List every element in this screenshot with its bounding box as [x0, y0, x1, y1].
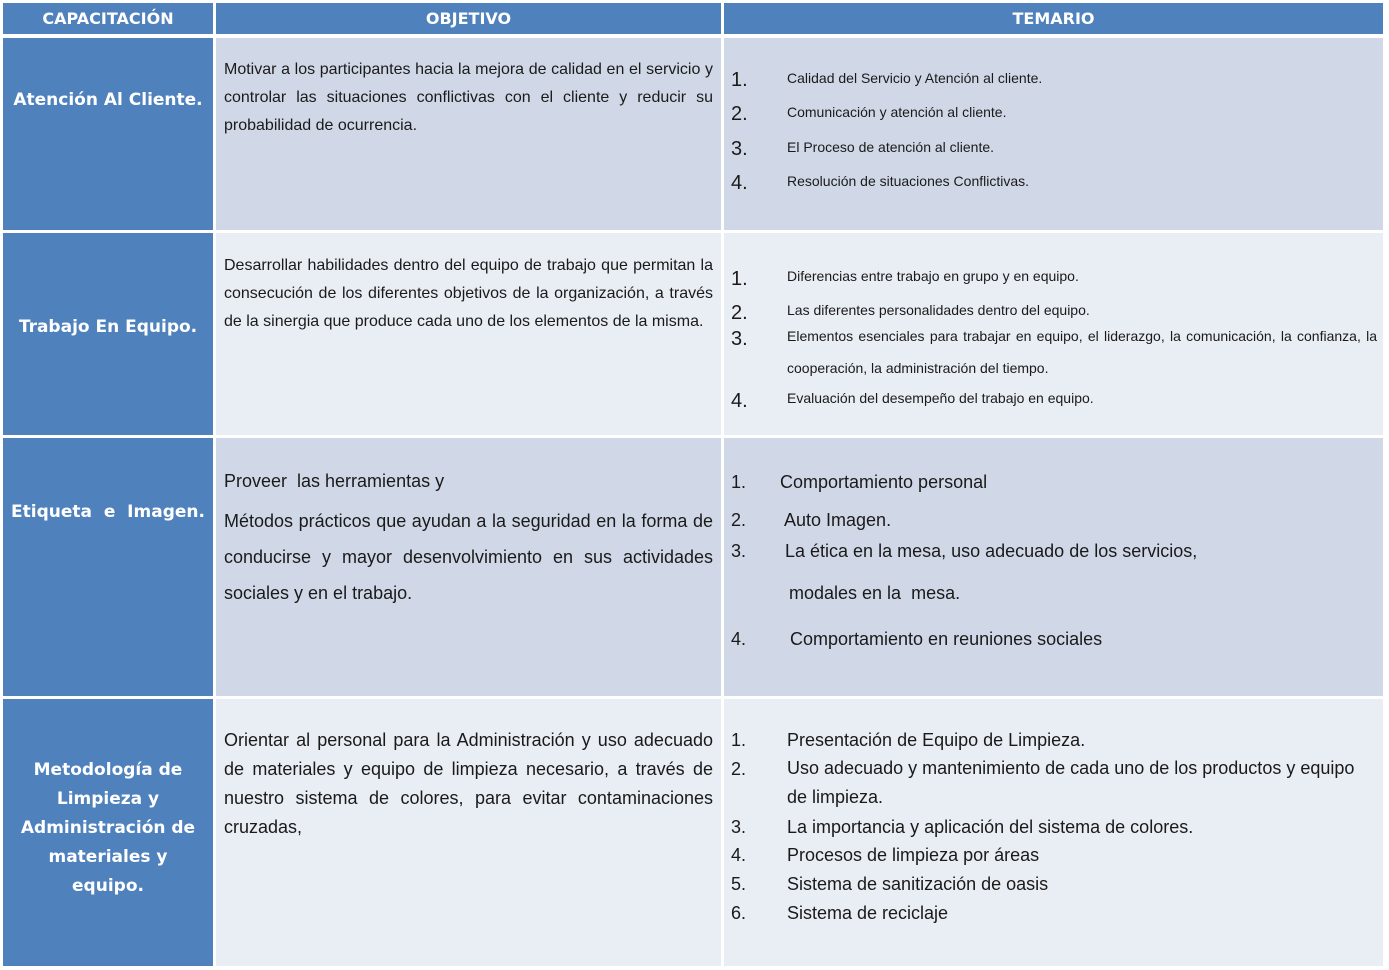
row-3-temario-text: La ética en la mesa, uso adecuado de los servicios,: [785, 541, 1198, 561]
row-2-objetivo: [216, 233, 721, 435]
header-capacitacion-label: CAPACITACIÓN: [42, 9, 174, 28]
row-3-objetivo-line1: Proveer las herramientas y: [224, 471, 445, 491]
row-1-temario-num: 2.: [731, 103, 748, 125]
row-1-temario-text: Comunicación y atención al cliente.: [787, 104, 1007, 120]
row-1-temario-num: 3.: [731, 138, 748, 160]
row-2-temario-num: 2.: [731, 302, 748, 324]
row-3-temario-num: 3.: [731, 541, 747, 561]
row-1-objetivo-text: Motivar a los participantes hacia la mejora de calidad en el servicio y controlar las situaciones conflictivas con el cliente y reducir su probabilidad de ocurrencia.: [224, 61, 713, 134]
row-4-objetivo: [216, 699, 721, 966]
row-1-temario-num: 1.: [731, 69, 748, 91]
row-4-capacitacion: [3, 699, 213, 966]
header-capacitacion: [3, 3, 213, 34]
header-objetivo: [216, 3, 721, 34]
row-4-temario-num: 6.: [731, 903, 747, 923]
row-4-temario-num: 3.: [731, 817, 747, 837]
row-3-capacitacion: [3, 438, 213, 696]
row-4-temario-num: 5.: [731, 874, 747, 894]
row-1-temario-text: Resolución de situaciones Conflictivas.: [787, 173, 1030, 189]
row-1-capacitacion-label: Atención Al Cliente.: [13, 90, 203, 110]
row-3-temario-text: modales en la mesa.: [789, 583, 961, 603]
row-1-temario-text: El Proceso de atención al cliente.: [787, 139, 995, 155]
row-3-temario-text: Comportamiento en reuniones sociales: [790, 629, 1103, 649]
row-2-temario-num: 1.: [731, 268, 748, 290]
header-temario: [724, 3, 1383, 34]
row-4-temario-text: Presentación de Equipo de Limpieza.: [787, 730, 1086, 750]
row-1-temario-text: Calidad del Servicio y Atención al cliente.: [787, 70, 1043, 86]
row-2-temario-text: Diferencias entre trabajo en grupo y en equipo.: [787, 268, 1079, 284]
row-3-temario-num: 1.: [731, 472, 747, 492]
row-4-temario-text: La importancia y aplicación del sistema de colores.: [787, 817, 1194, 837]
row-3-temario: [724, 438, 1383, 696]
row-2-temario-num: 3.: [731, 328, 748, 350]
header-temario-label: TEMARIO: [1012, 9, 1095, 28]
row-4-temario-text: Uso adecuado y mantenimiento de cada uno de los productos y equipo de limpieza.: [787, 758, 1355, 807]
row-4-temario-num: 1.: [731, 730, 747, 750]
row-3-temario-num: 4.: [731, 629, 747, 649]
row-4-temario-text: Procesos de limpieza por áreas: [787, 845, 1040, 865]
row-2-temario: [724, 233, 1383, 435]
row-1-objetivo: [216, 38, 721, 230]
row-2-temario-text: Evaluación del desempeño del trabajo en equipo.: [787, 390, 1094, 406]
row-3-temario-num: 2.: [731, 510, 747, 530]
row-2-temario-text: Elementos esenciales para trabajar en equipo, el liderazgo, la comunicación, la confianza, la cooperación, la administración del tiempo.: [787, 328, 1377, 376]
row-3-capacitacion-label: Etiqueta e Imagen.: [11, 502, 205, 522]
header-objetivo-label: OBJETIVO: [425, 9, 512, 28]
row-4-temario-num: 2.: [731, 759, 747, 779]
row-4-temario-text: Sistema de sanitización de oasis: [787, 874, 1049, 894]
row-4-temario: [724, 699, 1383, 966]
row-4-temario-text: Sistema de reciclaje: [787, 903, 949, 923]
row-2-capacitacion: [3, 233, 213, 435]
row-3-temario-text: Comportamiento personal: [780, 472, 988, 492]
row-4-temario-num: 4.: [731, 845, 747, 865]
row-3-temario-text: Auto Imagen.: [784, 510, 892, 530]
row-1-capacitacion: [3, 38, 213, 230]
row-4-capacitacion-label: Metodología de Limpieza y Administración de materiales y equipo.: [20, 760, 196, 896]
row-2-capacitacion-label: Trabajo En Equipo.: [18, 317, 198, 337]
row-2-temario-text: Las diferentes personalidades dentro del equipo.: [787, 302, 1090, 318]
row-4-objetivo-text: Orientar al personal para la Administración y uso adecuado de materiales y equipo de limpieza necesario, a través de nuestro sistema de colores, para evitar contaminaciones cruzadas,: [224, 730, 713, 837]
row-3-objetivo: [216, 438, 721, 696]
row-1-temario: [724, 38, 1383, 230]
row-3-objetivo-text: Métodos prácticos que ayudan a la seguridad en la forma de conducirse y mayor desenvolvimiento en sus actividades sociales y en el trabajo.: [224, 511, 713, 603]
row-1-temario-num: 4.: [731, 172, 748, 194]
row-2-temario-num: 4.: [731, 390, 748, 412]
row-2-objetivo-text: Desarrollar habilidades dentro del equipo de trabajo que permitan la consecución de los diferentes objetivos de la organización, a través de la sinergia que produce cada uno de los elementos de la misma.: [224, 257, 713, 330]
